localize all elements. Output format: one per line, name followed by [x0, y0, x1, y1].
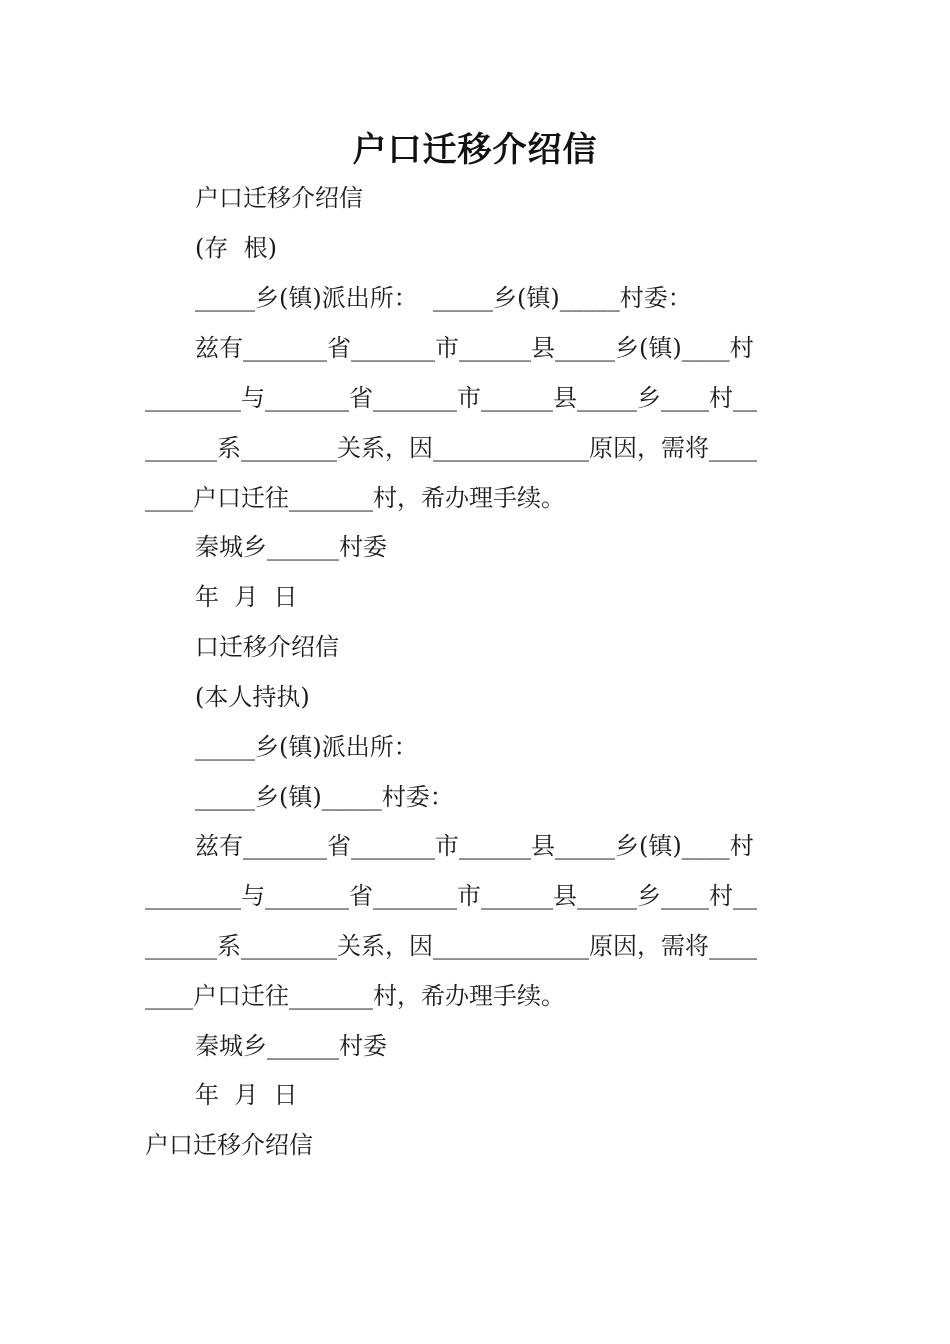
document-title: 户口迁移介绍信	[352, 130, 598, 170]
holder-addressee-village: _____乡(镇)_____村委：	[195, 783, 454, 811]
holder-heading: 口迁移介绍信	[195, 633, 339, 661]
holder-body-line-3: ______系________关系，因_____________原因，需将____	[145, 932, 757, 960]
stub-body-line-4: ____户口迁往_______村，希办理手续。	[145, 484, 565, 512]
holder-body-line-4: ____户口迁往_______村，希办理手续。	[145, 982, 565, 1010]
holder-body-line-2: ________与_______省_______市______县_____乡____村__	[145, 882, 757, 910]
holder-body-line-1: 兹有_______省_______市______县_____乡(镇)____村	[195, 832, 754, 860]
next-section-heading: 户口迁移介绍信	[145, 1131, 313, 1159]
holder-date: 年 月 日	[195, 1081, 298, 1109]
holder-signature: 秦城乡______村委	[195, 1032, 387, 1060]
holder-addressee-police: _____乡(镇)派出所：	[195, 733, 418, 761]
holder-label: (本人持执)	[195, 683, 310, 711]
stub-date: 年 月 日	[195, 583, 298, 611]
stub-heading: 户口迁移介绍信	[195, 184, 363, 212]
stub-addressee: _____乡(镇)派出所： _____乡(镇)_____村委：	[195, 284, 692, 312]
stub-body-line-1: 兹有_______省_______市______县_____乡(镇)____村	[195, 334, 754, 362]
stub-label: (存 根)	[195, 234, 277, 262]
stub-signature: 秦城乡______村委	[195, 533, 387, 561]
stub-body-line-2: ________与_______省_______市______县_____乡____村__	[145, 384, 757, 412]
stub-body-line-3: ______系________关系，因_____________原因，需将____	[145, 434, 757, 462]
